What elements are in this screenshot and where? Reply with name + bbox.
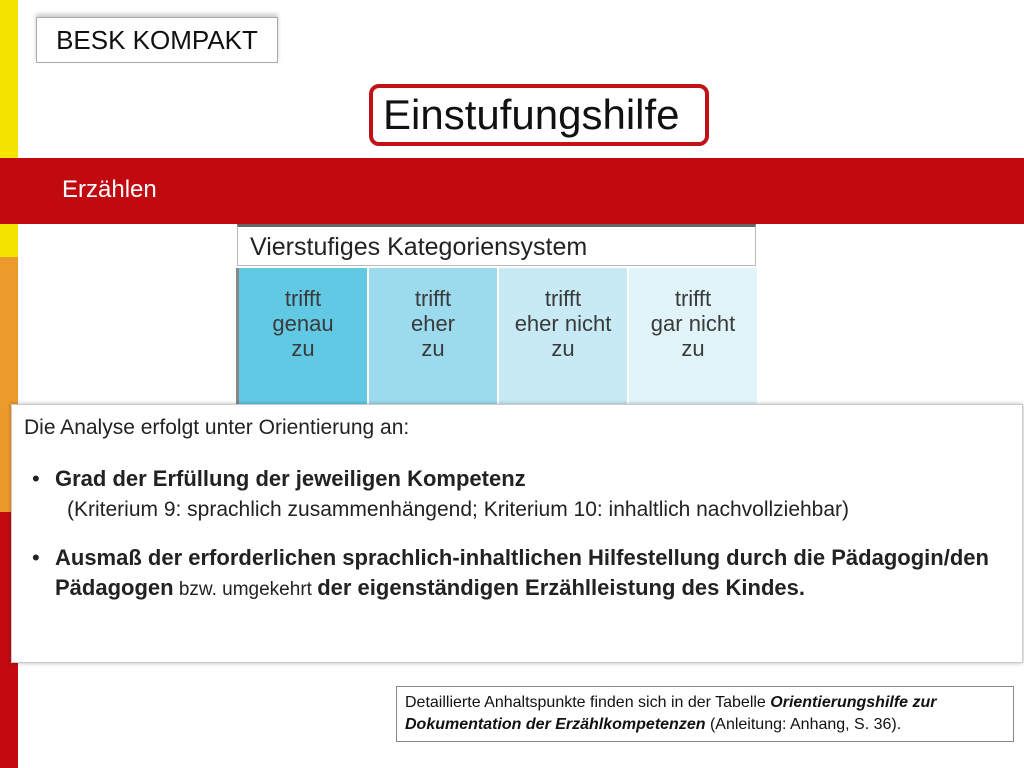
section-banner [0, 158, 1024, 224]
category-level-2 [369, 268, 499, 404]
analysis-bullet-1-detail: (Kriterium 9: sprachlich zusammenhängend; Kriterium 10: inhaltlich nachvollziehbar) [67, 498, 850, 521]
category-level-text: trifft [674, 286, 712, 311]
analysis-bullet-2-part2: bzw. umgekehrt [173, 579, 318, 600]
category-level-4 [629, 268, 759, 404]
category-level-text: zu [551, 336, 575, 361]
category-levels [236, 268, 759, 404]
analysis-bullet-2-part1: Ausmaß der erforderlichen sprachlich-inhaltlichen Hilfestellung durch die Pädagogin/den Pädagogen [55, 545, 989, 600]
section-title: Erzählen [62, 176, 157, 203]
edge-bar-yellow [0, 0, 18, 158]
category-level-text: eher [410, 311, 456, 336]
analysis-box [11, 404, 1023, 663]
note-suffix: (Anleitung: Anhang, S. 36). [705, 716, 902, 733]
category-level-text: zu [291, 336, 315, 361]
analysis-bullet-2-part3: der eigenständigen Erzählleistung des Kindes. [317, 575, 805, 600]
page-title: Einstufungshilfe [369, 84, 709, 146]
category-level-text: zu [681, 336, 705, 361]
category-level-text: genau [272, 311, 334, 336]
brand-label: BESK KOMPAKT [36, 17, 278, 63]
category-level-text: gar nicht [650, 311, 736, 336]
analysis-intro: Die Analyse erfolgt unter Orientierung an: [24, 416, 410, 439]
category-level-text: trifft [284, 286, 322, 311]
category-level-text: trifft [414, 286, 452, 311]
category-level-text: zu [421, 336, 445, 361]
note-emphasis: Orientierungshilfe zur Dokumentation der Erzählkompetenzen [405, 694, 937, 733]
category-level-text: trifft [544, 286, 582, 311]
category-level-3 [499, 268, 629, 404]
reference-note [396, 686, 1014, 742]
category-level-text: eher nicht [514, 311, 612, 336]
bullet-icon: • [32, 466, 40, 491]
analysis-bullet-1 [24, 464, 1010, 525]
analysis-bullet-2 [24, 543, 1010, 605]
category-system-title: Vierstufiges Kategoriensystem [237, 224, 756, 266]
edge-bar-yellow-lower [0, 222, 18, 257]
category-level-1 [239, 268, 369, 404]
bullet-icon: • [32, 545, 40, 570]
note-prefix: Detaillierte Anhaltspunkte finden sich in der Tabelle [405, 694, 771, 711]
analysis-bullet-1-title: Grad der Erfüllung der jeweiligen Kompetenz [55, 466, 526, 491]
